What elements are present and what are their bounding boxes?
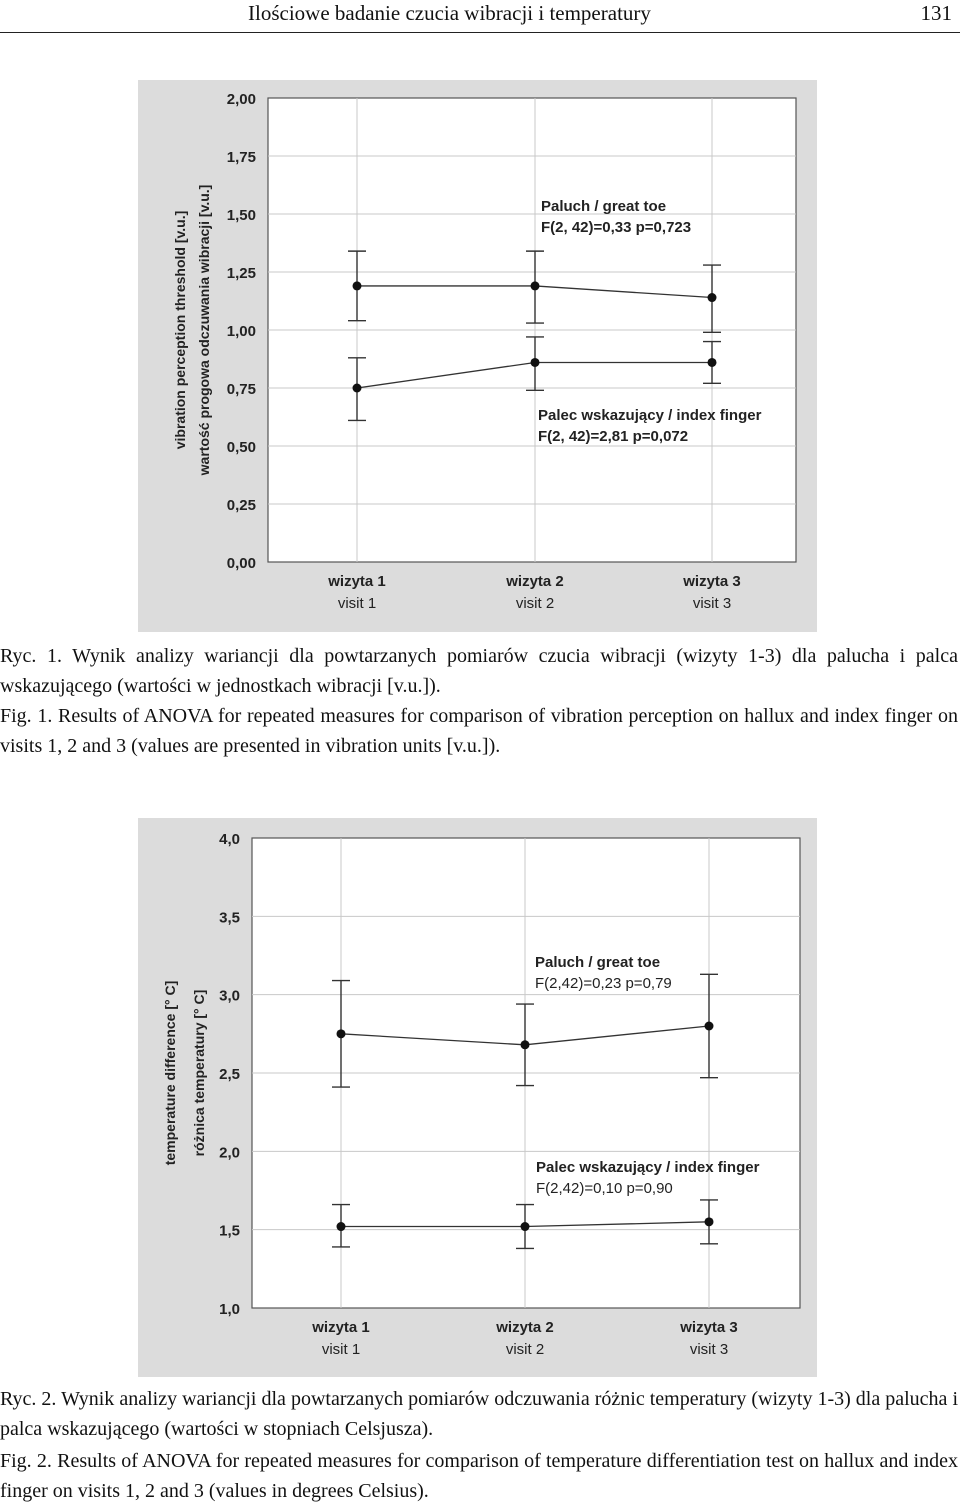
series-stat: F(2,42)=0,10 p=0,90 [536,1180,673,1197]
data-point [337,1222,346,1231]
y-axis-label-en: vibration perception threshold [v.u.] [172,210,188,450]
figure-1-caption-pl [0,641,958,701]
figure-2-svg [138,818,817,1377]
figure-2-caption-en [0,1446,958,1506]
series-label: Palec wskazujący / index finger [538,407,762,424]
y-tick-label: 4,0 [219,831,240,848]
data-point [353,281,362,290]
data-point [531,281,540,290]
y-axis-label-pl: wartość progowa odczuwania wibracji [v.u.] [196,184,212,476]
data-point [705,1217,714,1226]
x-tick-label-pl: wizyta 2 [506,573,564,590]
x-tick-label-en: visit 2 [515,595,555,612]
page-number: 131 [920,1,952,25]
y-tick-label: 1,25 [226,265,256,282]
y-tick-label: 2,00 [226,91,256,108]
series-label: Paluch / great toe [541,198,667,215]
x-tick-label-pl: wizyta 1 [312,1319,370,1336]
figure-1-caption-en [0,701,958,761]
series-stat: F(2, 42)=2,81 p=0,072 [538,428,689,445]
figure-1-chart [138,80,817,632]
y-tick-label: 3,5 [219,909,240,927]
data-point [708,358,717,367]
y-tick-label: 1,50 [226,207,256,224]
y-tick-label: 2,5 [219,1066,240,1083]
data-point [708,293,717,302]
series-stat: F(2,42)=0,23 p=0,79 [535,975,672,992]
x-tick-label-pl: wizyta 2 [496,1319,554,1336]
y-tick-label: 1,75 [226,149,256,166]
series-stat: F(2, 42)=0,33 p=0,723 [541,219,692,236]
x-tick-label-en: visit 3 [692,595,732,612]
data-point [521,1222,530,1231]
data-point [531,358,540,367]
running-title: Ilościowe badanie czucia wibracji i temperatury [248,1,651,25]
y-tick-label: 0,00 [226,555,256,572]
y-axis-label-pl: różnica temperatury [° C] [191,989,207,1157]
figure-2-caption-en-text: Fig. 2. Results of ANOVA for repeated measures for comparison of temperature differentiation test on hallux and index finger on visits 1, 2 and 3 (values in degrees Celsius). [0,1450,958,1502]
x-tick-label-en: visit 3 [689,1341,729,1358]
y-tick-label: 2,0 [219,1144,240,1162]
x-tick-label-pl: wizyta 3 [680,1319,738,1336]
x-tick-label-en: visit 1 [321,1341,361,1358]
running-header [0,0,960,33]
data-point [521,1040,530,1049]
x-tick-label-pl: wizyta 1 [328,573,386,590]
data-point [705,1022,714,1031]
data-point [353,384,362,393]
figure-1-caption-en-text: Fig. 1. Results of ANOVA for repeated measures for comparison of vibration perception on hallux and index finger on visits 1, 2 and 3 (values are presented in vibration units [v.u.]). [0,705,958,757]
figure-2-caption-pl [0,1384,958,1444]
y-tick-label: 3,0 [219,987,240,1005]
y-tick-label: 1,5 [219,1222,240,1240]
y-axis-label-en: temperature difference [° C] [162,980,178,1166]
figure-1-svg [138,80,817,632]
figure-2-caption-pl-text: Ryc. 2. Wynik analizy wariancji dla powtarzanych pomiarów odczuwania różnic temperatury (wizyty 1-3) dla palucha i palca wskazującego (wartości w stopniach Celsjusza). [0,1388,958,1440]
y-tick-label: 0,75 [226,381,256,398]
x-tick-label-en: visit 1 [337,595,377,612]
y-tick-label: 1,00 [226,323,256,340]
y-tick-label: 0,25 [226,497,256,514]
y-tick-label: 0,50 [226,439,256,456]
series-label: Paluch / great toe [535,954,661,971]
series-label: Palec wskazujący / index finger [536,1159,760,1176]
data-point [337,1029,346,1038]
x-tick-label-pl: wizyta 3 [683,573,741,590]
figure-1-caption-pl-text: Ryc. 1. Wynik analizy wariancji dla powtarzanych pomiarów czucia wibracji (wizyty 1-3) dla palucha i palca wskazującego (wartości w jednostkach wibracji [v.u.]). [0,645,958,697]
figure-2-chart [138,818,817,1377]
y-tick-label: 1,0 [219,1301,240,1318]
x-tick-label-en: visit 2 [505,1341,545,1358]
